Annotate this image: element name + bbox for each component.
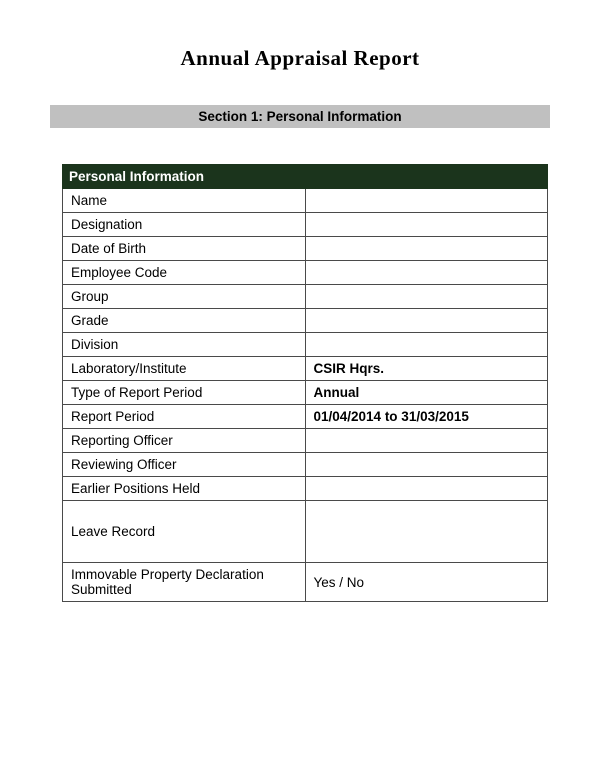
table-row	[63, 563, 548, 602]
field-label: Designation	[63, 213, 306, 237]
field-value	[305, 237, 548, 261]
field-label: Leave Record	[63, 501, 306, 563]
table-row	[63, 309, 548, 333]
document-title: Annual Appraisal Report	[180, 46, 420, 70]
table-row	[63, 237, 548, 261]
table-row	[63, 357, 548, 381]
field-label: Earlier Positions Held	[63, 477, 306, 501]
field-label: Date of Birth	[63, 237, 306, 261]
table-row	[63, 381, 548, 405]
field-value	[305, 453, 548, 477]
field-value	[305, 309, 548, 333]
field-label: Reporting Officer	[63, 429, 306, 453]
field-label: Employee Code	[63, 261, 306, 285]
field-label: Group	[63, 285, 306, 309]
section-1-header: Section 1: Personal Information	[50, 105, 550, 128]
field-value: CSIR Hqrs.	[305, 357, 548, 381]
table-row	[63, 477, 548, 501]
table-row	[63, 501, 548, 563]
personal-info-table	[62, 164, 548, 602]
table-row	[63, 453, 548, 477]
page	[0, 46, 600, 776]
table-header-row	[63, 165, 548, 189]
field-value: Yes / No	[305, 563, 548, 602]
field-value	[305, 333, 548, 357]
field-label: Report Period	[63, 405, 306, 429]
field-value	[305, 501, 548, 563]
field-label: Type of Report Period	[63, 381, 306, 405]
field-label: Grade	[63, 309, 306, 333]
table-row	[63, 429, 548, 453]
field-label: Immovable Property Declaration Submitted	[63, 563, 306, 602]
field-value: 01/04/2014 to 31/03/2015	[305, 405, 548, 429]
field-value	[305, 429, 548, 453]
table-row	[63, 189, 548, 213]
personal-info-rows	[63, 189, 548, 602]
table-row	[63, 405, 548, 429]
table-row	[63, 213, 548, 237]
field-value	[305, 477, 548, 501]
field-label: Name	[63, 189, 306, 213]
field-value	[305, 213, 548, 237]
table-row	[63, 261, 548, 285]
table-row	[63, 285, 548, 309]
table-header: Personal Information	[63, 165, 548, 189]
field-value	[305, 189, 548, 213]
field-label: Reviewing Officer	[63, 453, 306, 477]
field-value: Annual	[305, 381, 548, 405]
field-label: Division	[63, 333, 306, 357]
field-value	[305, 261, 548, 285]
field-label: Laboratory/Institute	[63, 357, 306, 381]
field-value	[305, 285, 548, 309]
table-row	[63, 333, 548, 357]
